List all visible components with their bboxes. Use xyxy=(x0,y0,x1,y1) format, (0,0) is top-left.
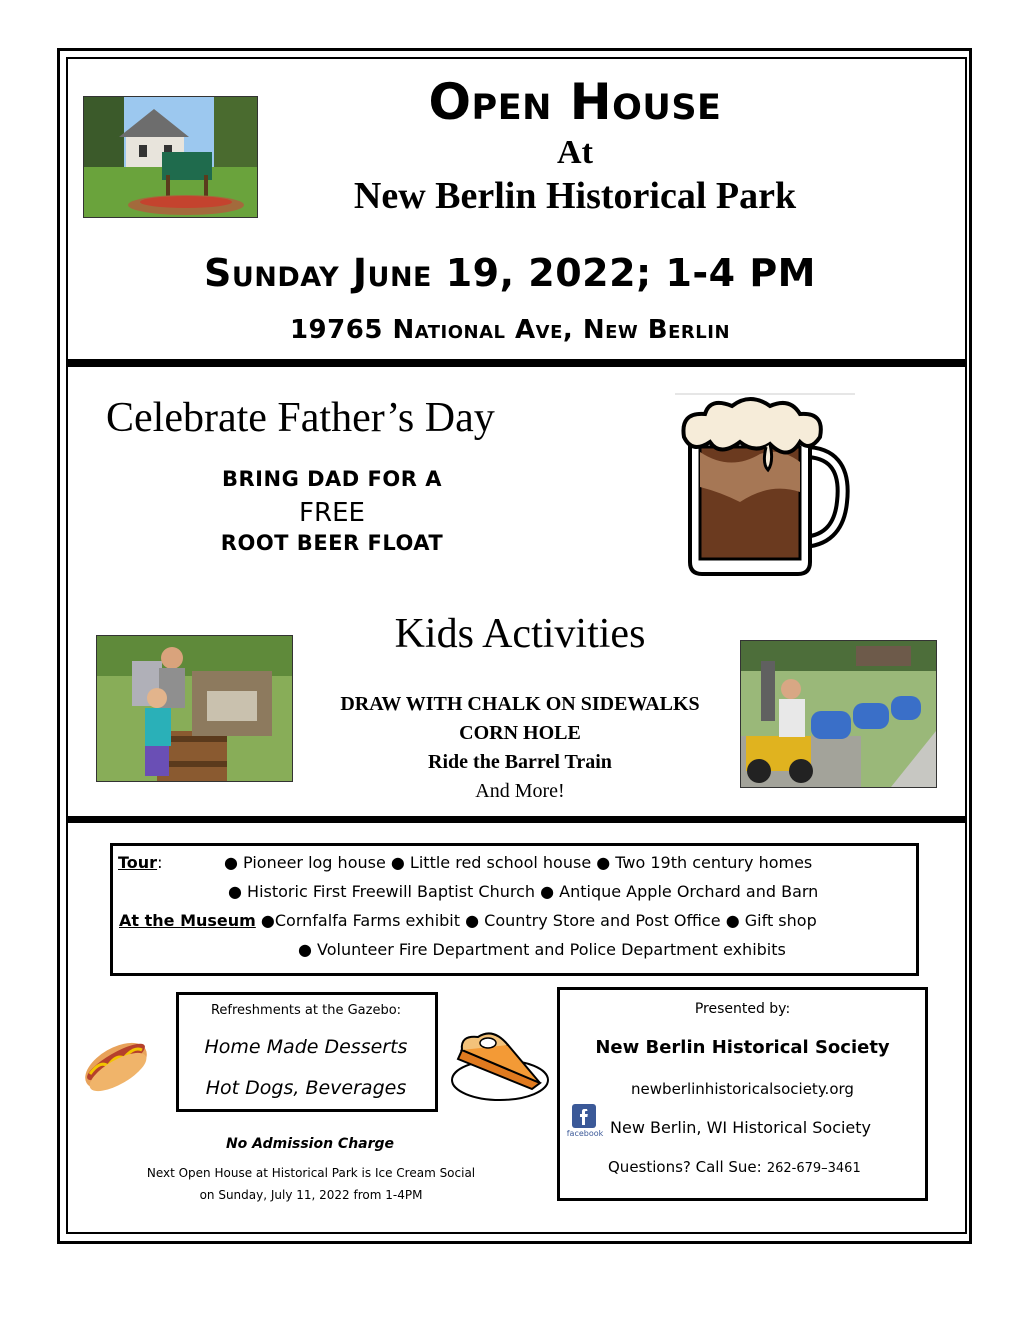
root-beer-mug-icon xyxy=(670,392,860,582)
next-event-line1: Next Open House at Historical Park is Ice Cream Social xyxy=(146,1166,476,1180)
kids-item-train: Ride the Barrel Train xyxy=(428,751,612,773)
fathers-day-line3: ROOT BEER FLOAT xyxy=(220,531,444,555)
presenter-website[interactable]: newberlinhistoricalsociety.org xyxy=(631,1080,854,1098)
next-event-line2: on Sunday, July 11, 2022 from 1-4PM xyxy=(199,1188,423,1202)
section-divider-bottom xyxy=(68,816,965,823)
questions-line xyxy=(608,1156,861,1180)
kids-item-more: And More! xyxy=(475,780,565,802)
event-title: Open House xyxy=(428,73,722,131)
tour-line-1: ● Pioneer log house ● Little red school house ● Two 19th century homes xyxy=(224,853,813,872)
facebook-page[interactable]: New Berlin, WI Historical Society xyxy=(610,1118,872,1137)
facebook-icon xyxy=(572,1104,596,1128)
presenter-org: New Berlin Historical Society xyxy=(595,1037,890,1058)
fathers-day-heading: Celebrate Father’s Day xyxy=(106,395,495,441)
event-date: Sunday June 19, 2022; 1-4 PM xyxy=(203,251,816,295)
event-address: 19765 National Ave, New Berlin xyxy=(289,315,731,345)
hotdog-icon xyxy=(78,1030,154,1096)
tour-line-2: ● Historic First Freewill Baptist Church ● Antique Apple Orchard and Barn xyxy=(228,882,819,901)
presented-by-label: Presented by: xyxy=(694,1001,791,1017)
facebook-caption: facebook xyxy=(566,1129,604,1138)
refreshment-hotdogs: Hot Dogs, Beverages xyxy=(205,1077,407,1099)
section-divider-top xyxy=(68,359,965,367)
museum-items: ●Cornfalfa Farms exhibit ● Country Store and Post Office ● Gift shop xyxy=(260,911,817,930)
kids-washboard-photo xyxy=(96,635,293,782)
refreshment-desserts: Home Made Desserts xyxy=(204,1036,408,1058)
tour-line-4: ● Volunteer Fire Department and Police Department exhibits xyxy=(298,940,786,959)
tour-label xyxy=(118,853,162,872)
admission-text: No Admission Charge xyxy=(225,1136,395,1152)
facebook-link[interactable] xyxy=(566,1104,604,1142)
fathers-day-line2: FREE xyxy=(299,498,365,528)
barrel-train-photo xyxy=(740,640,937,788)
tour-label-text: Tour xyxy=(118,853,158,872)
tour-label-colon: : xyxy=(157,853,163,872)
questions-label: Questions? Call Sue: xyxy=(608,1158,762,1176)
park-sign-photo xyxy=(83,96,258,218)
phone-number: 262-679–3461 xyxy=(766,1161,861,1176)
museum-line xyxy=(119,911,817,930)
park-name: New Berlin Historical Park xyxy=(353,175,797,217)
at-text: At xyxy=(557,134,593,171)
refreshments-heading: Refreshments at the Gazebo: xyxy=(210,1003,402,1018)
fathers-day-line1: BRING DAD FOR A xyxy=(222,467,442,491)
kids-item-chalk: DRAW WITH CHALK ON SIDEWALKS xyxy=(340,693,700,715)
pie-icon xyxy=(448,1025,553,1105)
kids-heading: Kids Activities xyxy=(394,611,646,657)
museum-label: At the Museum xyxy=(119,911,256,930)
kids-item-cornhole: CORN HOLE xyxy=(459,722,581,744)
